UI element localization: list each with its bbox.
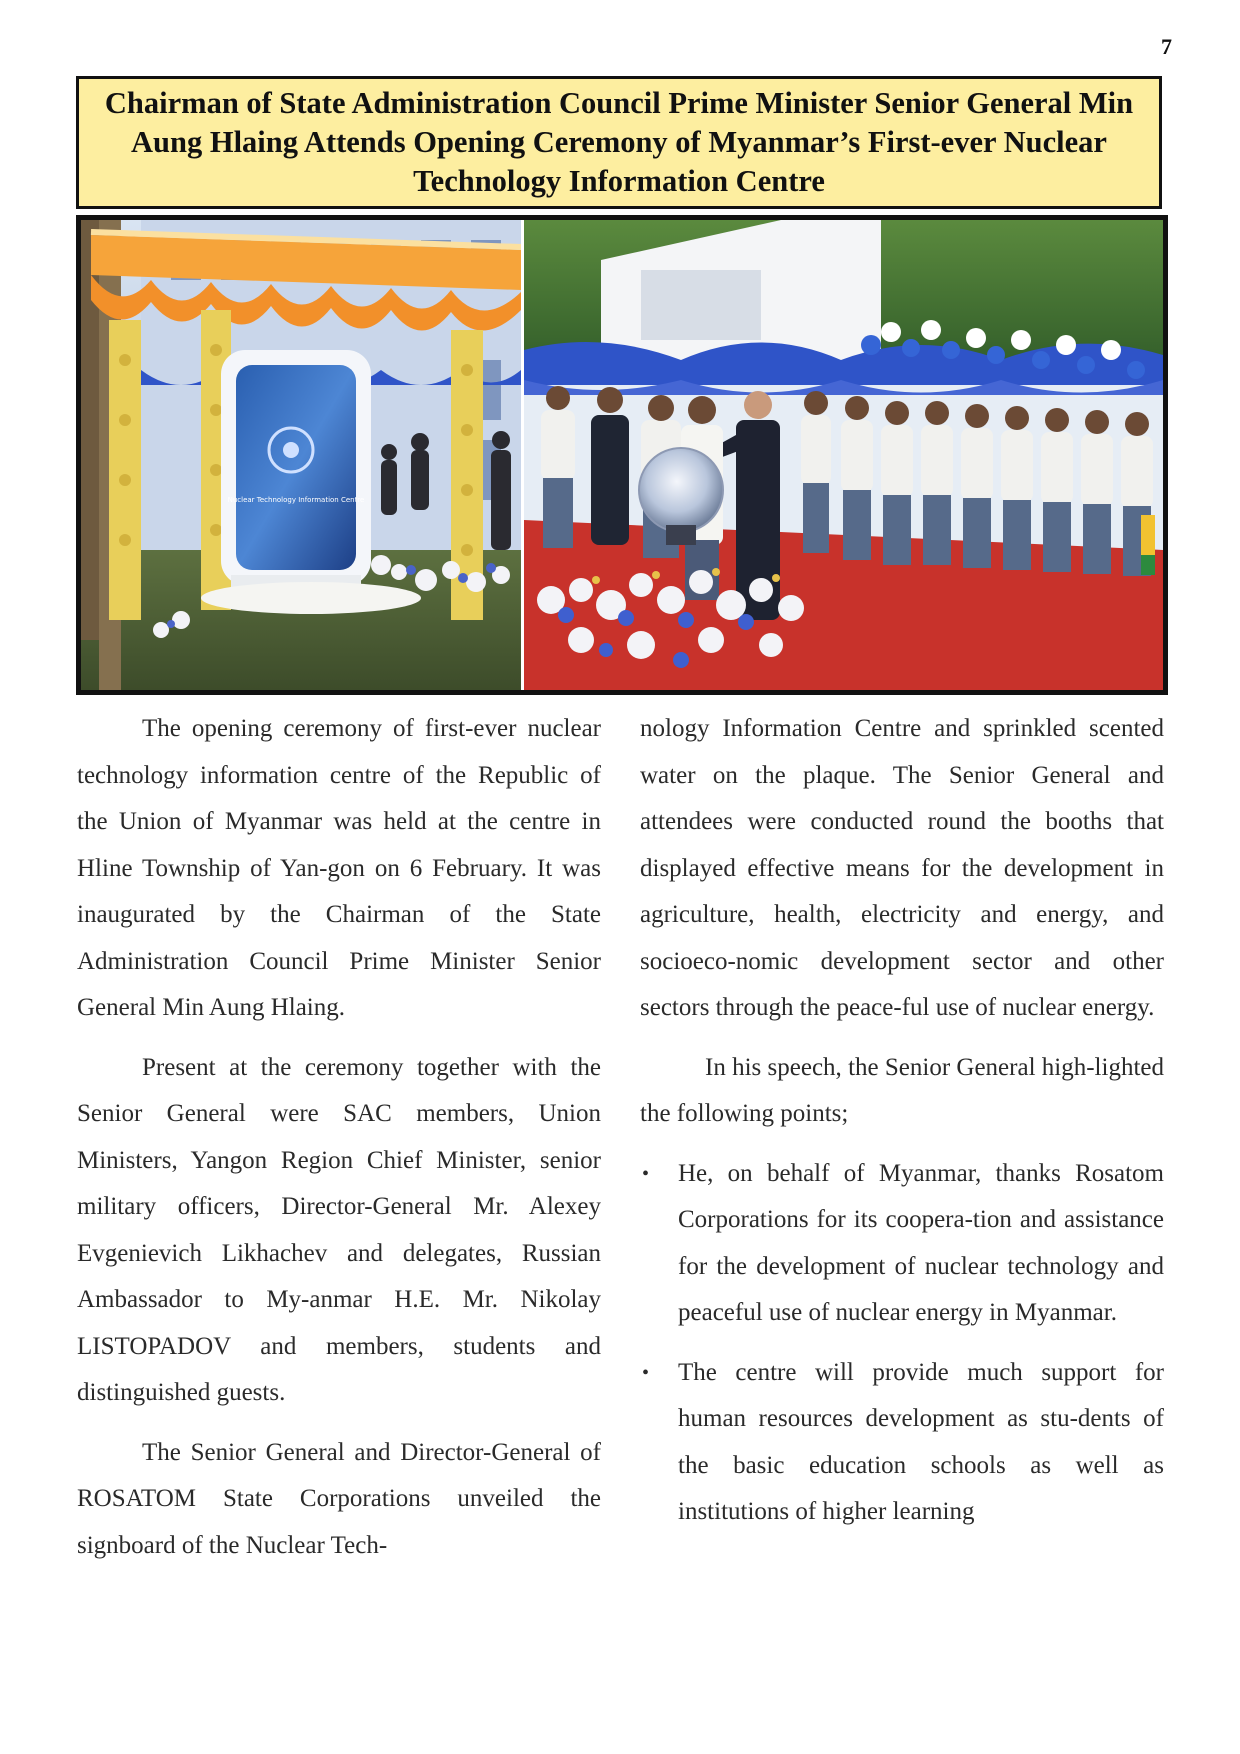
page-number: 7 [1161, 34, 1172, 59]
paragraph-speech-intro: In his speech, the Senior General high-lighted the following points; [640, 1053, 1164, 1127]
paragraph-attendees: Present at the ceremony together with the Senior General were SAC members, Union Ministers, Yangon Region Chief Minister, senior military officers, Director-General Mr. Alexey Evgenievich Likhachev and delegates, Russian Ambassador to My-anmar H.E. Mr. Nikolay LISTOPADOV and members, students and distinguished guests. [77, 1053, 601, 1406]
photo-globe-ceremony [524, 220, 1163, 690]
paragraph-unveiling: The Senior General and Director-General of ROSATOM State Corporations unveiled the signboard of the Nuclear Tech- [77, 1438, 601, 1559]
bullet-icon: • [642, 1162, 650, 1185]
article-headline: Chairman of State Administration Council Prime Minister Senior General Min Aung Hlaing Attends Opening Ceremony of Myanmar’s First-ever Nuclear Technology Information Centre [104, 86, 1134, 198]
paragraph-opening: The opening ceremony of first-ever nuclear technology information centre of the Republic of the Union of Myanmar was held at the centre in Hline Township of Yan-gon on 6 February. It was inaugurated by the Chairman of the State Administration Council Prime Minister Senior General Min Aung Hlaing. [77, 715, 601, 1021]
photo-frame [76, 215, 1168, 695]
list-item-text: The centre will provide much support for human resources development as stu-dents of the basic education schools as well as institutions of higher learning [678, 1358, 1164, 1525]
bullet-icon: • [642, 1361, 650, 1384]
speech-points-list [640, 1151, 1164, 1536]
ceremony-photo-collage [81, 220, 1163, 690]
left-column [77, 706, 601, 1582]
list-item [640, 1151, 1164, 1337]
signboard-text: Nuclear Technology Information Centre [227, 496, 365, 504]
list-item-text: He, on behalf of Myanmar, thanks Rosatom Corporations for its coopera-tion and assistance for the development of nuclear technology and peaceful use of nuclear energy in Myanmar. [678, 1159, 1164, 1326]
list-item [640, 1350, 1164, 1536]
paragraph-continuation: nology Information Centre and sprinkled scented water on the plaque. The Senior General and attendees were conducted round the booths that displayed effective means for the development in agriculture, health, electricity and energy, and socioeco-nomic development sector and other sectors through the peace-ful use of nuclear energy. [640, 715, 1164, 1021]
headline-box [76, 76, 1162, 209]
right-column [640, 706, 1164, 1549]
photo-signboard-unveiling [81, 220, 521, 690]
